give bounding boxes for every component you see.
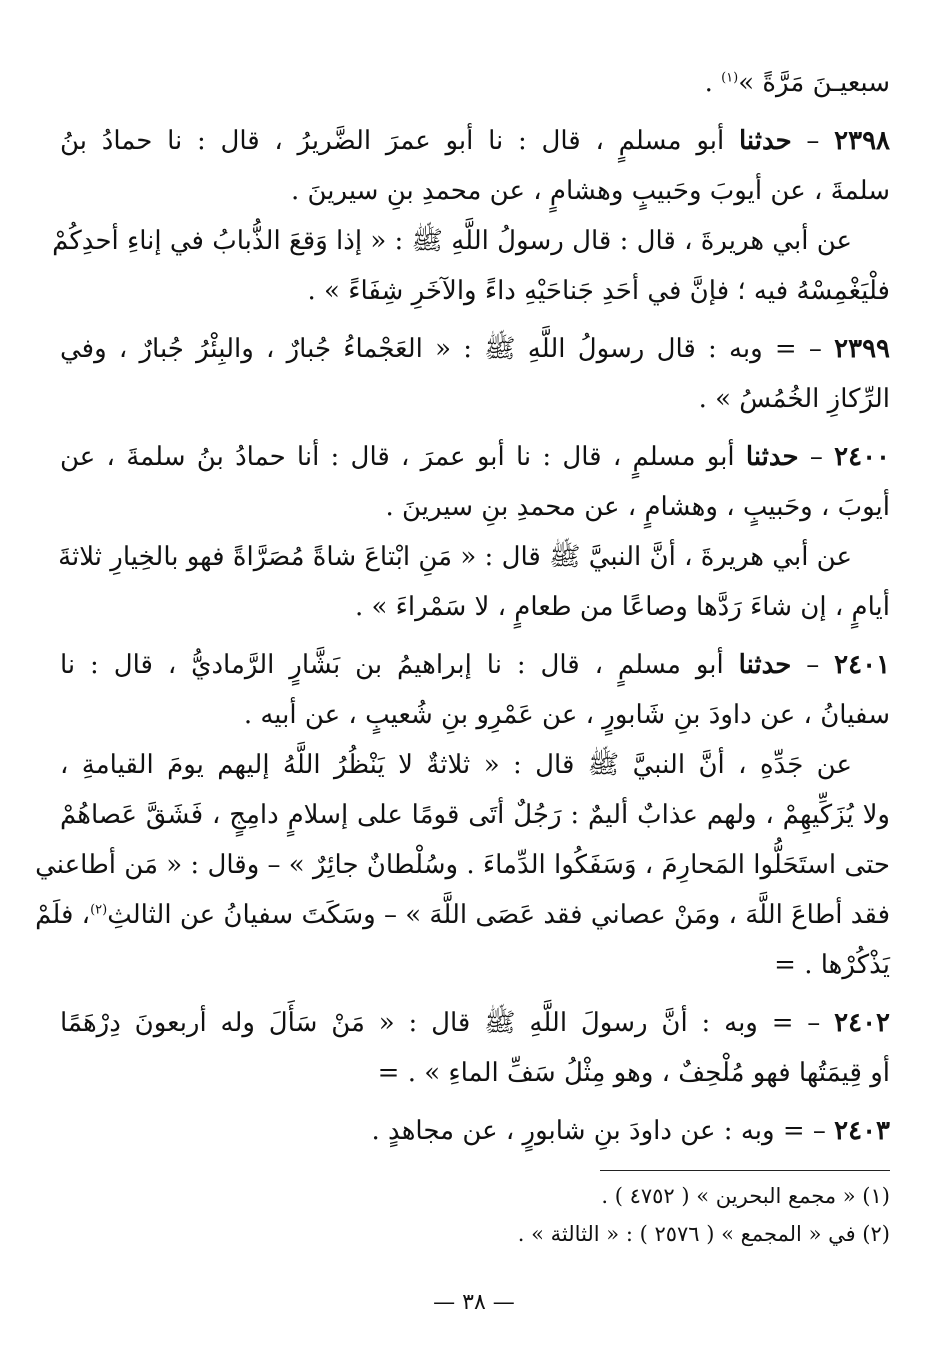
hadith-number: ٢٤٠٠: [834, 442, 890, 472]
hadith-2403-line-1: ٢٤٠٣ – = وبه : عن داودَ بنِ شابورٍ ، عن مجاهدٍ .: [371, 1116, 890, 1146]
hadith-2401-line-5: حتى استَحَلُّوا المَحارِمَ ، وَسَفَكُوا الدِّماءَ . وسُلْطانٌ جائِرٌ » – وقال : « مَن أطاعني: [35, 850, 890, 880]
footnote-ref: (٢): [90, 902, 108, 918]
hadith-2400-line-2: أيوبَ ، وحَبيبٍ ، وهشامٍ ، عن محمدِ بنِ سيرينَ .: [385, 492, 890, 522]
hadith-2399-line-2: الرِّكازِ الخُمُسُ » .: [698, 384, 890, 414]
text-line-1: سبعيـنَ مَرَّةً »$^{(١)}$ .: [704, 68, 890, 98]
footnote-2: (٢) في « المجمع » ( ٢٥٧٦ ) : « الثالثة » .: [517, 1222, 890, 1246]
hadith-2398-line-4: فلْيَغْمِسْهُ فيه ؛ فإنَّ في أحَدِ جَناحَيْهِ داءً والآخَرِ شِفَاءً » .: [307, 276, 890, 306]
hadith-2399-line-1: ٢٣٩٩ – = وبه : قال رسولُ اللَّهِ ﷺ : « العَجْماءُ جُبارٌ ، والبِئْرُ جُبارٌ ، وفي: [60, 334, 890, 364]
hadith-2398-line-1: ٢٣٩٨ – حدثنا أبو مسلمٍ ، قال : نا أبو عمرَ الضَّريرُ ، قال : نا حمادُ بنُ: [60, 126, 891, 156]
hadith-number: ٢٤٠٣: [834, 1116, 890, 1146]
hadith-keyword: حدثنا: [745, 442, 799, 472]
footnote-ref: (١): [721, 70, 739, 86]
hadith-2401-line-7: يَذْكُرْها . =: [774, 950, 890, 980]
page-number: — ٣٨ —: [433, 1290, 515, 1315]
hadith-number: ٢٤٠٢: [834, 1008, 890, 1038]
hadith-2398-line-3: عن أبي هريرةَ ، قال : قال رسولُ اللَّهِ ﷺ : « إذا وَقعَ الذُّبابُ في إناءِ أحدِكُمْ: [52, 226, 852, 256]
hadith-2402-line-1: ٢٤٠٢ – = وبه : أنَّ رسولَ اللَّهِ ﷺ قال : « مَنْ سَأَلَ وله أربعونَ دِرْهَمًا: [60, 1008, 890, 1038]
hadith-keyword: حدثنا: [738, 650, 792, 680]
hadith-2401-line-1: ٢٤٠١ – حدثنا أبو مسلمٍ ، قال : نا إبراهيمُ بن بَشَّارٍ الرَّماديُّ ، قال : نا: [60, 650, 891, 680]
hadith-2400-line-3: عن أبي هريرةَ ، أنَّ النبيَّ ﷺ قال : « مَنِ ابْتاعَ شاةً مُصَرَّاةً فهو بالخِيارِ ثلاثةَ: [58, 542, 852, 572]
hadith-2401-line-4: ولا يُزَكِّيهِمْ ، ولهم عذابٌ أليمٌ : رَجُلٌ أتَى قومًا على إسلامٍ دامِجٍ ، فَشَقَّ عَصاهُمْ: [60, 800, 890, 830]
hadith-2401-line-2: سفيانُ ، عن داودَ بنِ شَابورٍ ، عن عَمْرِو بنِ شُعيبٍ ، عن أبيه .: [243, 700, 890, 730]
hadith-2402-line-2: أو قِيمَتُها فهو مُلْحِفٌ ، وهو مِثْلُ سَفِّ الماءِ » . =: [377, 1058, 890, 1088]
hadith-2401-line-6: فقد أطاعَ اللَّهَ ، ومَنْ عصاني فقد عَصَى اللَّهَ » – وسَكَتَ سفيانُ عن الثالثِ$^{(٢)}$، فلَمْ: [35, 900, 890, 930]
hadith-keyword: حدثنا: [738, 126, 792, 156]
footnote-1: (١) « مجمع البحرين » ( ٤٧٥٢ ) .: [601, 1184, 890, 1208]
hadith-2398-line-2: سلمةَ ، عن أيوبَ وحَبيبٍ وهشامٍ ، عن محمدِ بنِ سيرينَ .: [290, 176, 890, 206]
hadith-number: ٢٣٩٨: [834, 126, 891, 156]
hadith-2400-line-4: أيامٍ ، إن شاءَ رَدَّها وصاعًا من طعامٍ ، لا سَمْراءَ » .: [354, 592, 890, 622]
hadith-2401-line-3: عن جَدِّهِ ، أنَّ النبيَّ ﷺ قال : « ثلاثةٌ لا يَنْظُرُ اللَّهُ إليهم يومَ القيامةِ ،: [60, 750, 852, 780]
hadith-2400-line-1: ٢٤٠٠ – حدثنا أبو مسلمٍ ، قال : نا أبو عمرَ ، قال : أنا حمادُ بنُ سلمةَ ، عن: [60, 442, 890, 472]
hadith-number: ٢٤٠١: [834, 650, 891, 680]
hadith-number: ٢٣٩٩: [834, 334, 890, 364]
footnote-divider: [600, 1170, 890, 1171]
